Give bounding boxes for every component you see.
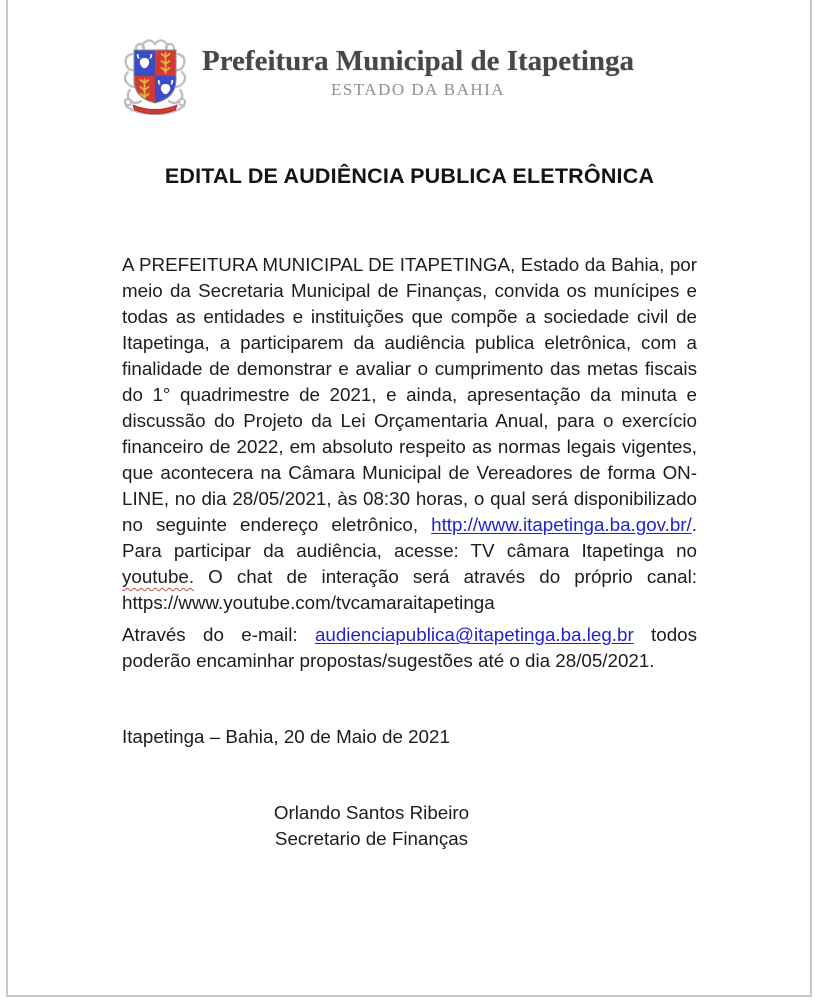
text-segment: Itapetinga, a participarem da audiência publica eletrônica, com a (122, 332, 697, 353)
text-segment: Para participar da audiência, acesse: TV câmara Itapetinga no (122, 540, 697, 561)
text-line (122, 648, 697, 674)
text-line (122, 252, 697, 278)
org-name: Prefeitura Municipal de Itapetinga (202, 45, 635, 77)
text-segment: Através do e-mail: (122, 624, 315, 645)
text-segment: LINE, no dia 28/05/2021, às 08:30 horas, o qual será disponibilizado (122, 488, 697, 509)
text-line (122, 538, 697, 564)
text-segment: do 1° quadrimestre de 2021, e ainda, apresentação da minuta e (122, 384, 697, 405)
text-segment: todos (633, 624, 697, 645)
audiencia-email-link[interactable]: audienciapublica@itapetinga.ba.leg.br (314, 624, 634, 645)
text-segment: meio da Secretaria Municipal de Finanças, convida os munícipes e (122, 280, 697, 301)
text-line (122, 622, 697, 648)
text-segment: todas as entidades e instituições que compõe a sociedade civil de (122, 306, 697, 327)
text-line (122, 408, 697, 434)
text-line (122, 434, 697, 460)
text-segment: finalidade de demonstrar e avaliar o cumprimento das metas fiscais (122, 358, 697, 379)
itapetinga-website-link[interactable]: http://www.itapetinga.ba.gov.br/ (431, 514, 692, 535)
text-segment: A PREFEITURA MUNICIPAL DE ITAPETINGA, Estado da Bahia, por (122, 254, 697, 275)
text-line (122, 356, 697, 382)
document-body (122, 252, 697, 852)
itapetinga-coat-of-arms-icon (118, 36, 192, 120)
signature-role: Secretario de Finanças (274, 828, 469, 849)
youtube-word-spellcheck: youtube. (122, 566, 195, 587)
text-line (122, 330, 697, 356)
text-line (122, 304, 697, 330)
org-subtitle: ESTADO DA BAHIA (330, 80, 506, 99)
text-segment: no seguinte endereço eletrônico, (122, 514, 432, 535)
date-line: Itapetinga – Bahia, 20 de Maio de 2021 (122, 726, 450, 747)
signature-name: Orlando Santos Ribeiro (273, 802, 470, 823)
text-line (122, 512, 697, 538)
text-segment: financeiro de 2022, em absoluto respeito as normas legais vigentes, (122, 436, 697, 457)
text-line (122, 278, 697, 304)
text-line (122, 590, 697, 616)
youtube-channel-url-text: https://www.youtube.com/tvcamaraitapetinga (122, 592, 495, 613)
text-segment: O chat de interação será através do próprio canal: (194, 566, 697, 587)
text-line (122, 460, 697, 486)
text-segment: discussão do Projeto da Lei Orçamentaria Anual, para o exercício (122, 410, 697, 431)
text-line (122, 382, 697, 408)
document-title: EDITAL DE AUDIÊNCIA PUBLICA ELETRÔNICA (164, 164, 655, 188)
document-header (118, 36, 634, 120)
text-segment: poderão encaminhar propostas/sugestões até o dia 28/05/2021. (122, 650, 655, 671)
org-identity (202, 36, 634, 100)
signature-block (84, 800, 659, 852)
text-line (122, 486, 697, 512)
text-segment: que acontecera na Câmara Municipal de Vereadores de forma ON- (122, 462, 697, 483)
paragraph-email (122, 622, 697, 674)
text-line (122, 564, 697, 590)
text-segment: . (691, 514, 697, 535)
paragraph-main (122, 252, 697, 616)
